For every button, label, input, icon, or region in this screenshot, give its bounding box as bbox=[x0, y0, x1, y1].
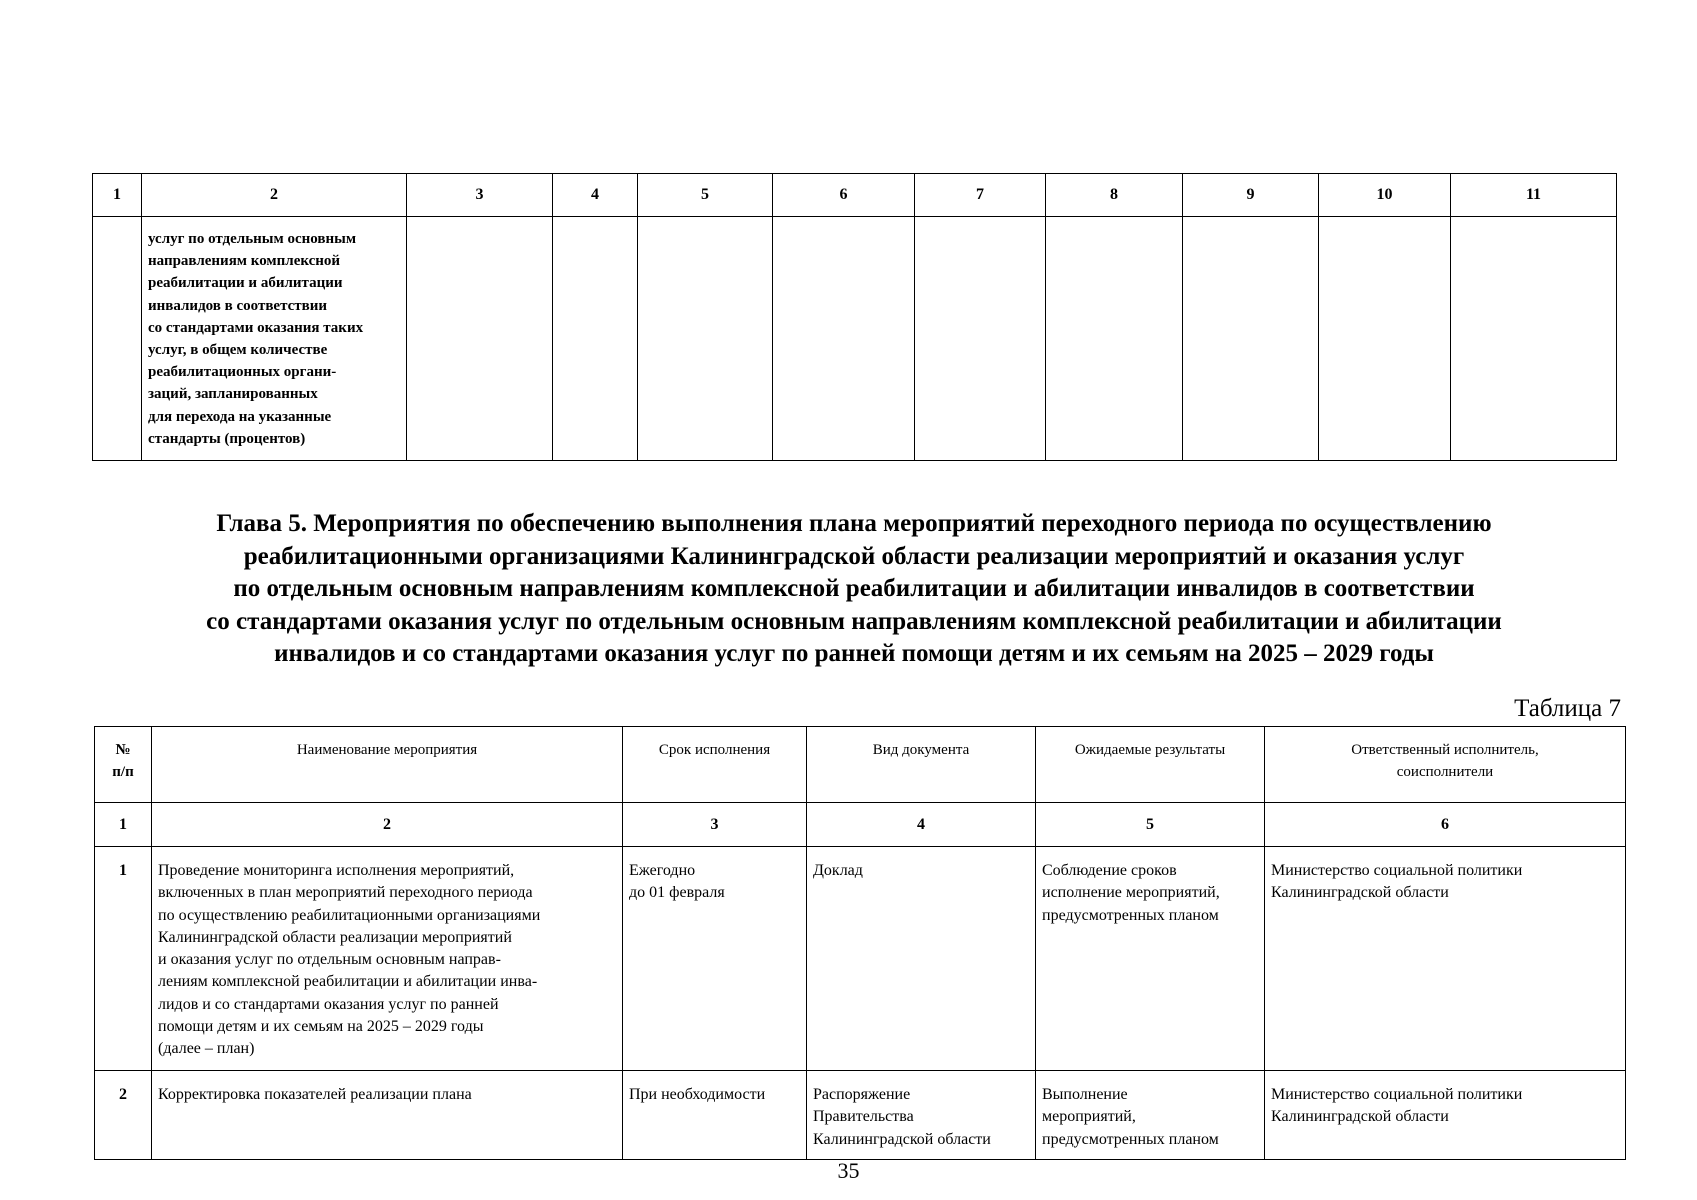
header-cell-responsible: Ответственный исполнитель, соисполнители bbox=[1265, 727, 1626, 803]
table-cell bbox=[915, 217, 1046, 461]
column-number: 1 bbox=[93, 174, 142, 217]
page-number: 35 bbox=[837, 1158, 860, 1183]
responsible-executor: Министерство социальной политики Калининградской области bbox=[1265, 847, 1626, 1071]
chapter-title: Глава 5. Мероприятия по обеспечению выполнения плана мероприятий переходного периода по осуществлению реабилитационными организациями Калининградской области реализации мероприятий и оказания услуг по отдельным основным направлениям комплексной реабилитации и абилитации инвалидов в соответствии со стандартами оказания услуг по отдельным основным направлениям комплексной реабилитации и абилитации инвалидов и со стандартами оказания услуг по ранней помощи детям и их семьям на 2025 – 2029 годы bbox=[206, 510, 1502, 667]
table-cell bbox=[553, 217, 638, 461]
column-number: 7 bbox=[915, 174, 1046, 217]
table-cell bbox=[142, 217, 407, 461]
column-number: 5 bbox=[1036, 803, 1265, 847]
header-row bbox=[95, 727, 1626, 803]
column-number: 3 bbox=[407, 174, 553, 217]
table-cell bbox=[93, 217, 142, 461]
deadline: При необходимости bbox=[623, 1071, 807, 1160]
indicator-text: услуг по отдельным основным направлениям комплексной реабилитации и абилитации инвалидов в соответствии со стандартами оказания таких услуг, в общем количестве реабилитационных органи- заций, запланированных для перехода на указанные стандарты (процентов) bbox=[148, 231, 364, 447]
column-number: 5 bbox=[638, 174, 773, 217]
table-row bbox=[95, 1071, 1626, 1160]
expected-results: Соблюдение сроков исполнение мероприятий, предусмотренных планом bbox=[1036, 847, 1265, 1071]
column-number: 4 bbox=[553, 174, 638, 217]
column-number-row bbox=[95, 803, 1626, 847]
column-number: 10 bbox=[1319, 174, 1451, 217]
header-cell-deadline: Срок исполнения bbox=[623, 727, 807, 803]
column-number: 4 bbox=[807, 803, 1036, 847]
table-cell bbox=[773, 217, 915, 461]
header-cell-number: № п/п bbox=[95, 727, 152, 803]
table-cell bbox=[1451, 217, 1617, 461]
responsible-executor: Министерство социальной политики Калининградской области bbox=[1265, 1071, 1626, 1160]
table-cell bbox=[1046, 217, 1183, 461]
column-number: 6 bbox=[773, 174, 915, 217]
column-number: 1 bbox=[95, 803, 152, 847]
deadline: Ежегодно до 01 февраля bbox=[623, 847, 807, 1071]
continuation-table bbox=[92, 173, 1617, 461]
document-type: Доклад bbox=[807, 847, 1036, 1071]
column-number: 3 bbox=[623, 803, 807, 847]
measures-table bbox=[94, 726, 1626, 1160]
row-number: 2 bbox=[95, 1071, 152, 1160]
table-row bbox=[95, 847, 1626, 1071]
column-number-row bbox=[93, 174, 1617, 217]
column-number: 6 bbox=[1265, 803, 1626, 847]
table-cell bbox=[407, 217, 553, 461]
column-number: 11 bbox=[1451, 174, 1617, 217]
measure-name: Корректировка показателей реализации плана bbox=[152, 1071, 623, 1160]
measure-name: Проведение мониторинга исполнения мероприятий, включенных в план мероприятий переходного периода по осуществлению реабилитационными организациями Калининградской области реализации мероприятий и оказания услуг по отдельным основным направ- лениям комплексной реабилитации и абилитации инва- лидов и со стандартами оказания услуг по ранней помощи детям и их семьям на 2025 – 2029 годы (далее – план) bbox=[152, 847, 623, 1071]
column-number: 9 bbox=[1183, 174, 1319, 217]
column-number: 8 bbox=[1046, 174, 1183, 217]
table-cell bbox=[1319, 217, 1451, 461]
column-number: 2 bbox=[152, 803, 623, 847]
header-cell-doc-type: Вид документа bbox=[807, 727, 1036, 803]
table-cell bbox=[1183, 217, 1319, 461]
expected-results: Выполнение мероприятий, предусмотренных планом bbox=[1036, 1071, 1265, 1160]
table-row bbox=[93, 217, 1617, 461]
row-number: 1 bbox=[95, 847, 152, 1071]
table-label: Таблица 7 bbox=[1514, 695, 1621, 722]
table-cell bbox=[638, 217, 773, 461]
header-cell-results: Ожидаемые результаты bbox=[1036, 727, 1265, 803]
header-cell-name: Наименование мероприятия bbox=[152, 727, 623, 803]
column-number: 2 bbox=[142, 174, 407, 217]
document-type: Распоряжение Правительства Калининградской области bbox=[807, 1071, 1036, 1160]
